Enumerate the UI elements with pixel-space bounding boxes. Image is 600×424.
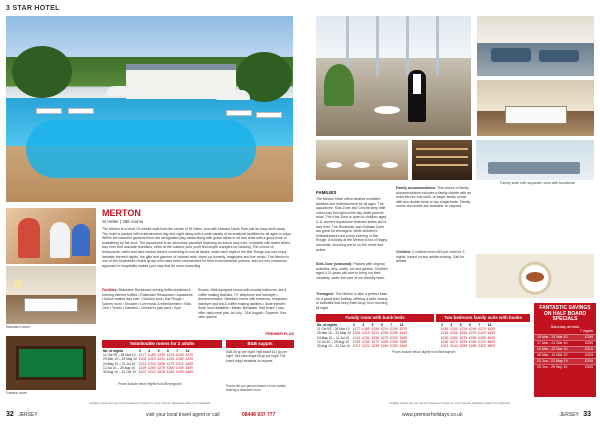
lounge-photo xyxy=(477,16,594,76)
promo-price: £299 xyxy=(585,340,593,345)
promo-price: £289 xyxy=(585,334,593,339)
bedroom-photo xyxy=(477,80,594,136)
table-row xyxy=(316,331,408,335)
restaurant-atrium-photo xyxy=(316,16,471,136)
table-cell: 11 Oct 09 – 28 Mar 10 xyxy=(317,327,350,332)
table-cell: £239 xyxy=(371,344,379,349)
page-number: 32 xyxy=(6,411,14,418)
table-cell: £199 xyxy=(371,327,379,332)
table-cell: £559 xyxy=(399,339,407,344)
table-cell: £230 xyxy=(441,335,449,340)
table-cell: £315 xyxy=(390,335,398,340)
table-cell: £279 xyxy=(469,331,477,336)
half-board-promo xyxy=(534,303,596,397)
table-cell: £231 xyxy=(371,331,379,336)
children-body: 2 children from £49 per child for 3 nights, based on two adults sharing. Call for details. xyxy=(396,250,465,264)
table-cell: £202 xyxy=(138,357,147,362)
table-cell: £319 xyxy=(478,331,486,336)
promo-rows xyxy=(534,334,596,370)
price-table-footnote: Prices include return flights from Birmingham xyxy=(118,382,182,386)
table-cell: £325 xyxy=(478,344,486,349)
table-cell: £609 xyxy=(487,339,496,344)
family-accommodation-text xyxy=(396,186,472,248)
table-cell: £262 xyxy=(380,344,389,349)
table-cell: 14 xyxy=(399,323,404,327)
table-cell: £234 xyxy=(148,361,156,366)
table-cell: 5 xyxy=(157,349,160,353)
table-cell: 7 xyxy=(390,323,393,327)
table-row xyxy=(102,357,194,361)
table-cell: £379 xyxy=(478,339,486,344)
table-cell: £275 xyxy=(459,335,468,340)
dining-photo xyxy=(316,140,408,180)
table-cell: £315 xyxy=(176,361,184,366)
teen-heading: Teenagers: xyxy=(316,292,335,296)
table-cell: £259 xyxy=(362,339,370,344)
promo-row xyxy=(534,358,596,364)
table-row xyxy=(102,370,194,374)
promo-price: £339 xyxy=(585,358,593,363)
family-suite-caption: Family suite with separate room with bunkbeds xyxy=(500,181,575,185)
table-cell: £259 xyxy=(459,344,468,349)
promo-row xyxy=(534,352,596,358)
table-cell: £255 xyxy=(157,361,165,366)
promo-price: £349 xyxy=(585,364,593,369)
table-cell: £309 xyxy=(166,365,175,370)
pool-photo xyxy=(6,16,293,202)
table-cell: 3 xyxy=(441,323,443,327)
table-cell: £429 xyxy=(487,327,496,332)
family-accommodation-heading: Family accommodation: xyxy=(396,186,437,190)
kids-zone-body: Packed with original activities, arts, crafts, fun and games. Children aged 4-11 years will love to bring out their creativity under the care of our friendly team. xyxy=(316,262,388,280)
table-cell: £214 xyxy=(352,335,361,340)
suppts-heading: B&B suppts xyxy=(226,340,294,348)
table-cell: £299 xyxy=(459,339,468,344)
table-cell: £207 xyxy=(352,344,361,349)
table-cell: £299 xyxy=(469,335,477,340)
table-cell: 24 May 10 – 11 Jul 10 xyxy=(103,361,136,366)
table-cell: 14 xyxy=(487,323,492,327)
promo-price: £329 xyxy=(585,352,593,357)
promo-dates: 10 Mar - 22 Mar 10 xyxy=(537,346,568,351)
children-heading: Children: xyxy=(396,250,412,254)
table-cell: 6 xyxy=(469,323,471,327)
table-cell: 3 xyxy=(138,349,141,353)
facilities-list xyxy=(102,288,194,338)
promo-column-label: 7 nights xyxy=(579,329,593,334)
table-cell: £499 xyxy=(399,335,407,340)
table-cell: £199 xyxy=(157,353,165,358)
table-cell: 4 xyxy=(148,349,151,353)
table-cell: £349 xyxy=(390,339,398,344)
teen-body: The Merton is also a perfect base for a great teen holiday, offering a wide variety of activities that keep them busy from morning till night. xyxy=(316,292,388,310)
table-cell: £289 xyxy=(469,344,477,349)
table-cell: £219 xyxy=(362,331,370,336)
table-cell: 30 Aug 10 – 31 Oct 10 xyxy=(317,344,350,349)
standard-room-photo xyxy=(6,266,96,324)
table-cell: £379 xyxy=(185,353,193,358)
promo-subheading: Saturday arrivals xyxy=(550,324,580,329)
table-cell: £279 xyxy=(450,339,458,344)
table-cell: £219 xyxy=(148,357,156,362)
table-cell: £449 xyxy=(399,331,407,336)
table-cell: £218 xyxy=(441,331,449,336)
right-footnote: Holiday prices are per person based on travel on your chosen departure date from Gatwick. xyxy=(389,401,511,406)
table-cell: £379 xyxy=(399,327,407,332)
table-cell: £189 xyxy=(441,327,449,332)
table-cell: £207 xyxy=(138,370,147,375)
suppts-text: B&B £5 pp per night. Half board £11 pp per night. Sea view suppt £6 pp per night. Full board suppt available on request. xyxy=(226,350,287,363)
suppts-note: Prices are per person based on two adults sharing a standard room. xyxy=(226,384,286,392)
table-row xyxy=(440,344,496,348)
table-cell: 24 May 10 – 11 Jul 10 xyxy=(317,335,350,340)
table-cell: £224 xyxy=(362,344,370,349)
table-cell: £234 xyxy=(362,335,370,340)
table-cell: £249 xyxy=(176,353,184,358)
table-cell: £204 xyxy=(450,327,458,332)
right-page-label-text: JERSEY xyxy=(559,412,579,418)
family-suite-table-heading: Two bedroom family suite with bunks xyxy=(436,314,530,322)
families-heading: FAMILIES xyxy=(316,190,337,195)
table-cell: No. of nights xyxy=(103,349,124,353)
promo-row xyxy=(534,346,596,352)
table-cell: £279 xyxy=(166,361,175,366)
table-cell: £299 xyxy=(390,344,398,349)
table-cell: £309 xyxy=(380,339,389,344)
rooms-list: Rooms: Well-equipped rooms with ensuite bathroom, tea & coffee making facilities, TV, telephone and hairdryer • Accommodation: Standard rooms with television, telephone, hairdryer and tea & coffee making facilities • Suite transfer: Suite room available • Meals: Breakfast. Half board 7-day offer; daily meal plan 1st July - 31st August • Superior: Sea view options xyxy=(198,288,289,319)
table-cell: £279 xyxy=(478,327,486,332)
table-cell: 29 Mar 10 – 23 May 10 xyxy=(103,357,137,362)
table-cell: £219 xyxy=(459,327,468,332)
website[interactable]: www.premierholidays.co.uk xyxy=(402,412,463,418)
table-cell: 3 xyxy=(352,323,355,327)
table-cell: £219 xyxy=(380,327,389,332)
table-cell: £202 xyxy=(352,331,361,336)
table-cell: £253 xyxy=(380,331,389,336)
page-label: JERSEY xyxy=(18,412,38,418)
table-cell: 30 Aug 10 – 31 Oct 10 xyxy=(103,370,136,375)
table-cell: £349 xyxy=(176,365,184,370)
table-cell: £289 xyxy=(176,357,184,362)
table-cell: £177 xyxy=(138,353,147,358)
table-cell: 5 xyxy=(459,323,462,327)
hotel-description: The Merton is a short 15 minute walk from the centre of St Helier, and with Howard Davis Park just an easy stroll away. The hotel is packed with entertainment day and night along with a wide variety of recreational facilities for all ages to enjoy. Within the beautiful gardens there are designated play areas along with grass areas to sit and relax with a good book or sunbathing by the pool. The Aquadome is an adventure paradise featuring an indoor lazy river, complete with water slides, lazy river and cascade fountains, while at the outdoor pool you'll find ample loungers for basking. The choice of restaurants, cafés and bars means there's something to suit all tastes, while each night in the Bar Rouge you can enjoy fantastic themed nights, the glitz and glamour of cabaret acts, stand-up comedy, magicians and live music. The Merton is one of the Seabreeze Hotels group who have been commended for their environmental policies, and our eco-conscious approach to hospitality makes your stay that bit more rewarding. xyxy=(102,227,292,268)
table-cell: 6 xyxy=(166,349,169,353)
table-cell: £189 xyxy=(148,353,156,358)
table-cell: £539 xyxy=(487,335,496,340)
table-cell: £229 xyxy=(352,339,361,344)
promo-heading: FANTASTIC SAVINGS ON HALF BOARD SPECIALS xyxy=(539,305,591,323)
table-cell: 5 xyxy=(371,323,374,327)
promo-dates: 18 Mar - 12 Mar 10 xyxy=(537,352,568,357)
table-cell: £219 xyxy=(166,353,175,358)
right-page-number: 33 xyxy=(583,411,591,418)
table-row xyxy=(316,344,408,348)
table-cell: £259 xyxy=(148,365,156,370)
table-cell: 4 xyxy=(362,323,365,327)
family-table-footnote: Prices include return flights from Birmingham xyxy=(392,350,456,354)
kids-zone-text xyxy=(316,262,390,292)
family-suite-photo xyxy=(476,140,594,180)
table-cell: 11 Oct 09 – 28 Mar 10 xyxy=(103,353,136,358)
family-room-table-heading: Family room with bunk beds xyxy=(316,314,434,322)
room-caption: Standard room xyxy=(6,325,30,329)
right-page-footer xyxy=(306,410,594,420)
table-cell: £279 xyxy=(380,335,389,340)
table-cell: £214 xyxy=(138,361,147,366)
family-room-table xyxy=(316,323,408,348)
promo-dates: 17 Mar - 21 Mar 10 xyxy=(537,340,568,345)
family-suite-table xyxy=(440,323,496,348)
price-table-heading: Twin/double rooms for 2 adults xyxy=(102,340,222,348)
table-cell: 12 Jul 10 – 29 Aug 10 xyxy=(317,339,349,344)
table-cell: £289 xyxy=(390,331,398,336)
table-cell: £189 xyxy=(362,327,370,332)
table-cell: £177 xyxy=(352,327,361,332)
promo-dates: 23 Jun - 22 May 10 xyxy=(537,358,568,363)
table-cell: £253 xyxy=(450,335,458,340)
promo-row xyxy=(534,340,596,346)
table-cell: £229 xyxy=(138,365,147,370)
premier-plus-label: PREMIER PLUS xyxy=(254,330,294,338)
table-cell: £239 xyxy=(157,370,165,375)
table-cell: £469 xyxy=(185,370,193,375)
table-cell: £243 xyxy=(450,344,458,349)
promo-dates: 15 Mar - 31 Mar 10 xyxy=(537,334,568,339)
promo-row xyxy=(534,334,596,340)
table-cell: No. of nights xyxy=(317,323,338,327)
table-cell: £469 xyxy=(399,344,407,349)
hotel-subtitle: St Helier | 286 rooms xyxy=(102,219,144,224)
phone-text: visit your local travel agent or call xyxy=(146,412,220,418)
table-cell: £255 xyxy=(459,331,468,336)
table-cell: £236 xyxy=(450,331,458,336)
table-cell: £279 xyxy=(157,365,165,370)
page-header: 3 STAR HOTEL xyxy=(6,5,60,12)
games-room-photo xyxy=(6,336,96,390)
food-photo xyxy=(476,254,594,298)
table-cell: £339 xyxy=(478,335,486,340)
kids-zone-heading: Kids Zone (seasonal): xyxy=(316,262,353,266)
table-cell: 7 xyxy=(176,349,179,353)
price-table xyxy=(102,349,194,374)
children-text xyxy=(396,250,472,274)
table-cell: 29 Mar 10 – 23 May 10 xyxy=(317,331,351,336)
table-cell: £253 xyxy=(166,357,175,362)
promo-dates: 29 Jun - 29 Sep 10 xyxy=(537,364,568,369)
table-cell: £224 xyxy=(148,370,156,375)
table-cell: £231 xyxy=(157,357,165,362)
right-page-label xyxy=(559,410,594,420)
table-cell: 6 xyxy=(380,323,383,327)
family-accommodation-body: This choice of family accommodation includes a family double with an extra bed for one child, or larger family rooms with two double beds or two single beds. Family rooms and suites are available on request. xyxy=(396,186,472,209)
table-cell: £499 xyxy=(185,361,193,366)
kids-club-photo xyxy=(6,208,96,264)
table-cell: £221 xyxy=(441,344,449,349)
table-cell: £449 xyxy=(185,357,193,362)
bar-photo xyxy=(412,140,472,180)
teen-text xyxy=(316,292,390,312)
phone-number[interactable]: 08448 937 777 xyxy=(242,412,276,418)
table-cell: £499 xyxy=(487,331,496,336)
facilities-label: Facilities: xyxy=(102,288,118,292)
table-cell: £329 xyxy=(469,339,477,344)
families-text: The Merton Hotel offers families excellent facilities and entertainment for all ages. The Aquadome, Kids Zone and Creche keep little ones busy throughout the day while parents relax. The Kids Zone is open to children aged 4-11 and the Aquadome features slides and a lazy river. The Rocktober and Outlaws Zone are great for teenagers, while children's entertainment runs every evening in Bar Rouge. A holiday at the Merton is full of happy moments, ensuring you're on the move and active. xyxy=(316,197,388,252)
table-cell: £262 xyxy=(166,370,175,375)
promo-price: £319 xyxy=(585,346,593,351)
table-cell: 7 xyxy=(478,323,481,327)
table-cell: £249 xyxy=(469,327,477,332)
table-cell: £255 xyxy=(371,335,379,340)
table-cell: 14 xyxy=(185,349,190,353)
table-cell: £279 xyxy=(371,339,379,344)
table-cell: £509 xyxy=(487,344,496,349)
table-cell: £299 xyxy=(176,370,184,375)
promo-row xyxy=(534,364,596,370)
table-cell: £249 xyxy=(390,327,398,332)
games-caption: Games room xyxy=(6,391,27,395)
left-page-footer xyxy=(6,410,294,420)
table-cell: £559 xyxy=(185,365,193,370)
table-cell: 4 xyxy=(450,323,453,327)
facilities-text: Belvedere Restaurant serving buffet breakfast & evening themed buffets • Rotterdam Restaurant • Aquadome • Indoor heated lazy river • Outdoor pool • Bar Rouge • Games room • Snooker • Live music & entertainment • Kids Club • Tennis • Gardens • Children's play area • Gym xyxy=(102,288,193,310)
table-cell: 12 Jul 10 – 29 Aug 10 xyxy=(103,365,135,370)
table-cell: £245 xyxy=(441,339,449,344)
hotel-name: MERTON xyxy=(102,208,141,218)
left-footnote: Holiday prices are per person based on travel on your chosen departure date from Gatwick. xyxy=(89,401,211,406)
